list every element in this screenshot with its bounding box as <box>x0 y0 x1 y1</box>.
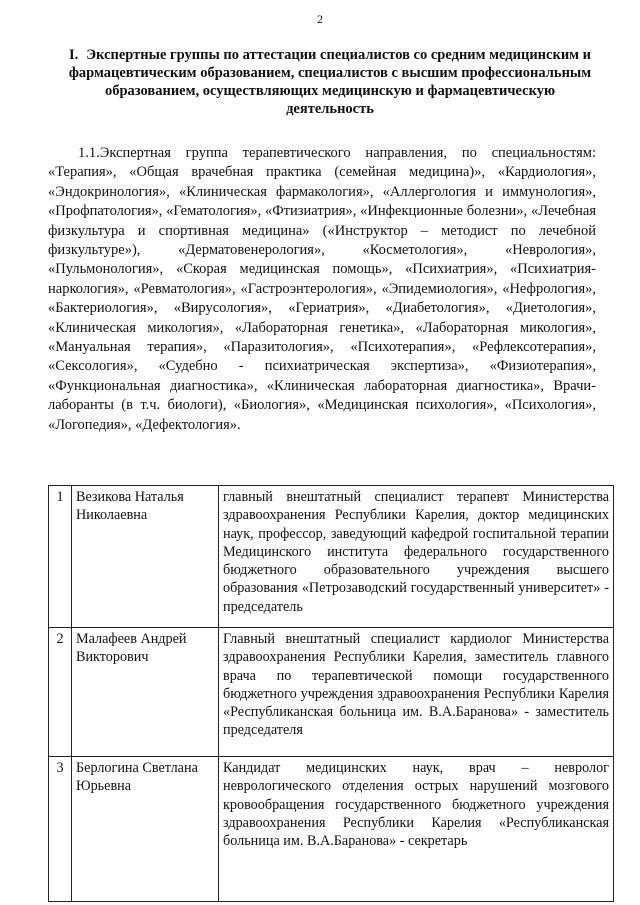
page-number: 2 <box>317 12 323 26</box>
member-description: Главный внештатный специалист кардиолог Министерства здравоохранения Республики Карелия, заместитель главного врача по терапевтической помощи государственного бюджетного учреждения здравоохранения Республики Карелия «Республиканская больница им. В.А.Баранова» - заместитель председателя <box>219 628 614 757</box>
expert-group-paragraph: 1.1.Экспертная группа терапевтического направления, по специальностям: «Терапия», «Общая врачебная практика (семейная медицина)», «Кардиология», «Эндокринология», «Клиническая фармакология», «Аллергология и иммунология», «Профпатология», «Гематология», «Фтизиатрия», «Инфекционные болезни», «Лечебная физкультура и спортивная медицина» («Инструктор – методист по лечебной физкультуре»), «Дерматовенерология», «Косметология», «Неврология», «Пульмонология», «Скорая медицинская помощь», «Психиатрия», «Психиатрия-наркология», «Ревматология», «Гастроэнтерология», «Эпидемиология», «Нефрология», «Бактериология», «Вирусология», «Гериатрия», «Диабетология», «Диетология», «Клиническая микология», «Лабораторная генетика», «Лабораторная микология», «Мануальная терапия», «Паразитология», «Психотерапия», «Рефлексотерапия», «Сексология», «Судебно - психиатрическая экспертиза», «Физиотерапия», «Функциональная диагностика», «Клиническая лабораторная диагностика», Врачи-лаборанты (в т.ч. биологи), «Биология», «Медицинская психология», «Психология», «Логопедия», «Дефектология». <box>48 145 596 433</box>
table-row <box>49 628 614 757</box>
member-number: 3 <box>49 757 72 902</box>
section-heading <box>60 46 600 118</box>
member-number: 2 <box>49 628 72 757</box>
table-row <box>49 757 614 902</box>
members-table <box>48 485 614 902</box>
member-description: Кандидат медицинских наук, врач – невролог неврологического отделения острых нарушений мозгового кровообращения государственного бюджетного учреждения здравоохранения Республики Карелия «Республиканская больница им. В.А.Баранова» - секретарь <box>219 757 614 902</box>
section-title: Экспертные группы по аттестации специалистов со средним медицинским и фармацевтическим образованием, специалистов с высшим профессиональным образованием, осуществляющих медицинскую и фармацевтическую деятельность <box>68 47 592 117</box>
member-description: главный внештатный специалист терапевт Министерства здравоохранения Республики Карелия, доктор медицинских наук, профессор, заведующий кафедрой госпитальной терапии Медицинского института федерального государственного бюджетного образовательного учреждения высшего образования «Петрозаводский государственный университет» - председатель <box>219 486 614 628</box>
section-number: I. <box>68 47 79 63</box>
member-name: Берлогина Светлана Юрьевна <box>72 757 219 902</box>
member-name: Малафеев Андрей Викторович <box>72 628 219 757</box>
member-number: 1 <box>49 486 72 628</box>
member-name: Везикова Наталья Николаевна <box>72 486 219 628</box>
table-row <box>49 486 614 628</box>
